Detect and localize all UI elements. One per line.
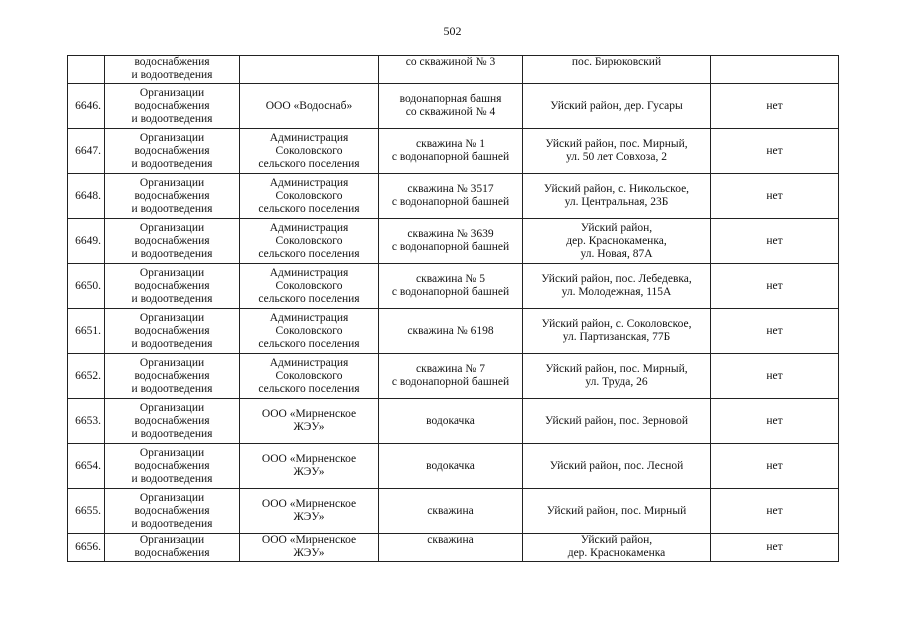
table-row (68, 399, 839, 444)
cell-object: скважина (379, 489, 523, 534)
cell-object: скважина № 3639 с водонапорной башней (379, 219, 523, 264)
cell-number: 6655. (68, 489, 105, 534)
cell-status (711, 56, 839, 84)
cell-owner: ООО «Мирненское ЖЭУ» (240, 444, 379, 489)
cell-organization-type: Организации водоснабжения и водоотведения (105, 84, 240, 129)
cell-number: 6656. (68, 534, 105, 562)
cell-address: Уйский район, пос. Лебедевка, ул. Молодежная, 115А (523, 264, 711, 309)
table-row (68, 264, 839, 309)
cell-address: Уйский район, с. Соколовское, ул. Партизанская, 77Б (523, 309, 711, 354)
cell-status: нет (711, 174, 839, 219)
cell-organization-type: Организации водоснабжения и водоотведения (105, 489, 240, 534)
cell-address: Уйский район, с. Никольское, ул. Центральная, 23Б (523, 174, 711, 219)
cell-organization-type: Организации водоснабжения и водоотведения (105, 444, 240, 489)
cell-owner: ООО «Водоснаб» (240, 84, 379, 129)
cell-owner: Администрация Соколовского сельского поселения (240, 174, 379, 219)
cell-number: 6654. (68, 444, 105, 489)
cell-object: со скважиной № 3 (379, 56, 523, 84)
cell-organization-type: Организации водоснабжения и водоотведения (105, 264, 240, 309)
cell-object: скважина (379, 534, 523, 562)
cell-organization-type: Организации водоснабжения и водоотведения (105, 129, 240, 174)
cell-address: Уйский район, дер. Гусары (523, 84, 711, 129)
table-row (68, 534, 839, 562)
table-row (68, 489, 839, 534)
cell-status: нет (711, 399, 839, 444)
table-row-continuation (68, 56, 839, 84)
cell-number: 6652. (68, 354, 105, 399)
cell-address: Уйский район, пос. Мирный, ул. 50 лет Совхоза, 2 (523, 129, 711, 174)
cell-status: нет (711, 534, 839, 562)
cell-number: 6646. (68, 84, 105, 129)
cell-number (68, 56, 105, 84)
cell-number: 6651. (68, 309, 105, 354)
cell-object: водонапорная башня со скважиной № 4 (379, 84, 523, 129)
registry-table-body (68, 56, 839, 562)
table-row (68, 219, 839, 264)
cell-organization-type: Организации водоснабжения (105, 534, 240, 562)
registry-table (67, 55, 839, 562)
cell-owner: ООО «Мирненское ЖЭУ» (240, 399, 379, 444)
page-number: 502 (443, 24, 462, 38)
cell-status: нет (711, 309, 839, 354)
cell-address: Уйский район, пос. Лесной (523, 444, 711, 489)
cell-number: 6648. (68, 174, 105, 219)
table-row (68, 129, 839, 174)
cell-organization-type: водоснабжения и водоотведения (105, 56, 240, 84)
cell-owner: Администрация Соколовского сельского поселения (240, 264, 379, 309)
cell-owner: Администрация Соколовского сельского поселения (240, 129, 379, 174)
cell-organization-type: Организации водоснабжения и водоотведения (105, 399, 240, 444)
cell-organization-type: Организации водоснабжения и водоотведения (105, 219, 240, 264)
table-row (68, 354, 839, 399)
cell-object: скважина № 1 с водонапорной башней (379, 129, 523, 174)
cell-object: скважина № 7 с водонапорной башней (379, 354, 523, 399)
cell-address: Уйский район, пос. Мирный, ул. Труда, 26 (523, 354, 711, 399)
table-row (68, 444, 839, 489)
cell-organization-type: Организации водоснабжения и водоотведения (105, 174, 240, 219)
cell-status: нет (711, 444, 839, 489)
cell-number: 6650. (68, 264, 105, 309)
cell-object: скважина № 6198 (379, 309, 523, 354)
cell-number: 6649. (68, 219, 105, 264)
cell-number: 6647. (68, 129, 105, 174)
table-row (68, 84, 839, 129)
cell-number: 6653. (68, 399, 105, 444)
cell-status: нет (711, 489, 839, 534)
cell-status: нет (711, 129, 839, 174)
cell-address: Уйский район, дер. Краснокаменка, ул. Новая, 87А (523, 219, 711, 264)
cell-organization-type: Организации водоснабжения и водоотведения (105, 354, 240, 399)
cell-status: нет (711, 264, 839, 309)
table-row (68, 174, 839, 219)
cell-owner: ООО «Мирненское ЖЭУ» (240, 534, 379, 562)
cell-owner: Администрация Соколовского сельского поселения (240, 354, 379, 399)
table-row (68, 309, 839, 354)
cell-status: нет (711, 219, 839, 264)
cell-object: водокачка (379, 399, 523, 444)
cell-owner: Администрация Соколовского сельского поселения (240, 309, 379, 354)
cell-object: скважина № 3517 с водонапорной башней (379, 174, 523, 219)
cell-address: Уйский район, дер. Краснокаменка (523, 534, 711, 562)
cell-owner: Администрация Соколовского сельского поселения (240, 219, 379, 264)
cell-address: Уйский район, пос. Мирный (523, 489, 711, 534)
cell-address: пос. Бирюковский (523, 56, 711, 84)
cell-organization-type: Организации водоснабжения и водоотведения (105, 309, 240, 354)
cell-object: скважина № 5 с водонапорной башней (379, 264, 523, 309)
cell-owner (240, 56, 379, 84)
cell-status: нет (711, 84, 839, 129)
cell-object: водокачка (379, 444, 523, 489)
cell-owner: ООО «Мирненское ЖЭУ» (240, 489, 379, 534)
cell-address: Уйский район, пос. Зерновой (523, 399, 711, 444)
cell-status: нет (711, 354, 839, 399)
